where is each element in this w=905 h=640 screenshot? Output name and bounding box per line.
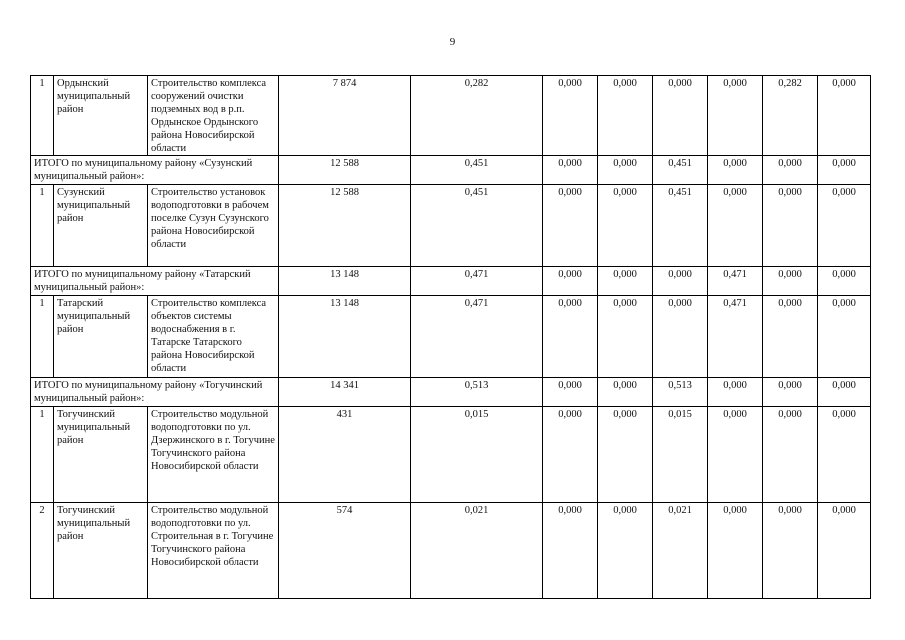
value-cell: 0,000 [543, 156, 598, 185]
table-row [31, 407, 871, 503]
value-cell: 0,000 [598, 296, 653, 378]
value-cell: 0,000 [763, 407, 818, 503]
value-cell: 0,015 [411, 407, 543, 503]
value-cell: 0,451 [411, 185, 543, 267]
value-cell: 0,000 [763, 156, 818, 185]
value-cell: 0,471 [708, 267, 763, 296]
funding-table [30, 75, 871, 599]
value-cell: 0,000 [818, 76, 871, 156]
value-cell: 0,451 [411, 156, 543, 185]
value-cell: 0,000 [818, 503, 871, 599]
district-cell: Тогучинский муниципальный район [54, 503, 148, 599]
value-cell: 0,000 [653, 296, 708, 378]
value-cell: 0,000 [653, 267, 708, 296]
value-cell: 0,513 [653, 378, 708, 407]
page-number: 9 [449, 36, 456, 48]
value-cell: 13 148 [279, 267, 411, 296]
row-index-cell: 2 [31, 503, 54, 599]
value-cell: 0,000 [818, 378, 871, 407]
value-cell: 0,000 [598, 267, 653, 296]
value-cell: 0,000 [543, 185, 598, 267]
value-cell: 0,000 [708, 378, 763, 407]
value-cell: 0,000 [598, 76, 653, 156]
project-cell: Строительство установок водоподготовки в рабочем поселке Сузун Сузунского района Новосибирской области [148, 185, 279, 267]
value-cell: 14 341 [279, 378, 411, 407]
value-cell: 0,000 [708, 407, 763, 503]
value-cell: 0,471 [411, 267, 543, 296]
value-cell: 0,000 [763, 185, 818, 267]
value-cell: 0,000 [708, 185, 763, 267]
total-label-cell: ИТОГО по муниципальному району «Тогучинский муниципальный район»: [31, 378, 279, 407]
value-cell: 0,282 [763, 76, 818, 156]
row-index-cell: 1 [31, 185, 54, 267]
value-cell: 0,000 [763, 267, 818, 296]
value-cell: 0,000 [818, 407, 871, 503]
value-cell: 0,000 [708, 156, 763, 185]
table-row [31, 296, 871, 378]
value-cell: 0,000 [598, 156, 653, 185]
row-index-cell: 1 [31, 407, 54, 503]
value-cell: 0,000 [818, 296, 871, 378]
district-cell: Татарский муниципальный район [54, 296, 148, 378]
table-row [31, 185, 871, 267]
project-cell: Строительство модульной водоподготовки по ул. Дзержинского в г. Тогучине Тогучинского района Новосибирской области [148, 407, 279, 503]
table-row [31, 503, 871, 599]
value-cell: 0,000 [543, 76, 598, 156]
value-cell: 0,000 [543, 503, 598, 599]
value-cell: 12 588 [279, 185, 411, 267]
value-cell: 0,451 [653, 156, 708, 185]
value-cell: 0,000 [543, 407, 598, 503]
total-row [31, 378, 871, 407]
row-index-cell: 1 [31, 296, 54, 378]
value-cell: 0,471 [708, 296, 763, 378]
value-cell: 0,000 [543, 296, 598, 378]
value-cell: 0,000 [653, 76, 708, 156]
district-cell: Тогучинский муниципальный район [54, 407, 148, 503]
value-cell: 0,000 [598, 378, 653, 407]
value-cell: 0,000 [598, 503, 653, 599]
project-cell: Строительство комплекса сооружений очистки подземных вод в р.п. Ордынское Ордынского района Новосибирской области [148, 76, 279, 156]
district-cell: Ордынский муниципальный район [54, 76, 148, 156]
value-cell: 0,000 [763, 503, 818, 599]
value-cell: 0,000 [818, 156, 871, 185]
value-cell: 12 588 [279, 156, 411, 185]
value-cell: 0,000 [708, 503, 763, 599]
table-row [31, 76, 871, 156]
value-cell: 0,513 [411, 378, 543, 407]
value-cell: 0,000 [818, 267, 871, 296]
total-label-cell: ИТОГО по муниципальному району «Татарский муниципальный район»: [31, 267, 279, 296]
total-row [31, 156, 871, 185]
value-cell: 0,000 [818, 185, 871, 267]
value-cell: 0,451 [653, 185, 708, 267]
total-row [31, 267, 871, 296]
project-cell: Строительство модульной водоподготовки по ул. Строительная в г. Тогучине Тогучинского района Новосибирской области [148, 503, 279, 599]
district-cell: Сузунский муниципальный район [54, 185, 148, 267]
value-cell: 0,000 [598, 407, 653, 503]
value-cell: 0,000 [708, 76, 763, 156]
value-cell: 0,021 [653, 503, 708, 599]
value-cell: 0,000 [543, 378, 598, 407]
row-index-cell: 1 [31, 76, 54, 156]
value-cell: 431 [279, 407, 411, 503]
value-cell: 574 [279, 503, 411, 599]
value-cell: 0,000 [763, 296, 818, 378]
value-cell: 0,021 [411, 503, 543, 599]
value-cell: 0,000 [763, 378, 818, 407]
value-cell: 0,471 [411, 296, 543, 378]
table-body [31, 76, 871, 599]
value-cell: 13 148 [279, 296, 411, 378]
total-label-cell: ИТОГО по муниципальному району «Сузунский муниципальный район»: [31, 156, 279, 185]
project-cell: Строительство комплекса объектов системы водоснабжения в г. Татарске Татарского района Новосибирской области [148, 296, 279, 378]
value-cell: 0,000 [598, 185, 653, 267]
value-cell: 7 874 [279, 76, 411, 156]
value-cell: 0,015 [653, 407, 708, 503]
value-cell: 0,000 [543, 267, 598, 296]
value-cell: 0,282 [411, 76, 543, 156]
